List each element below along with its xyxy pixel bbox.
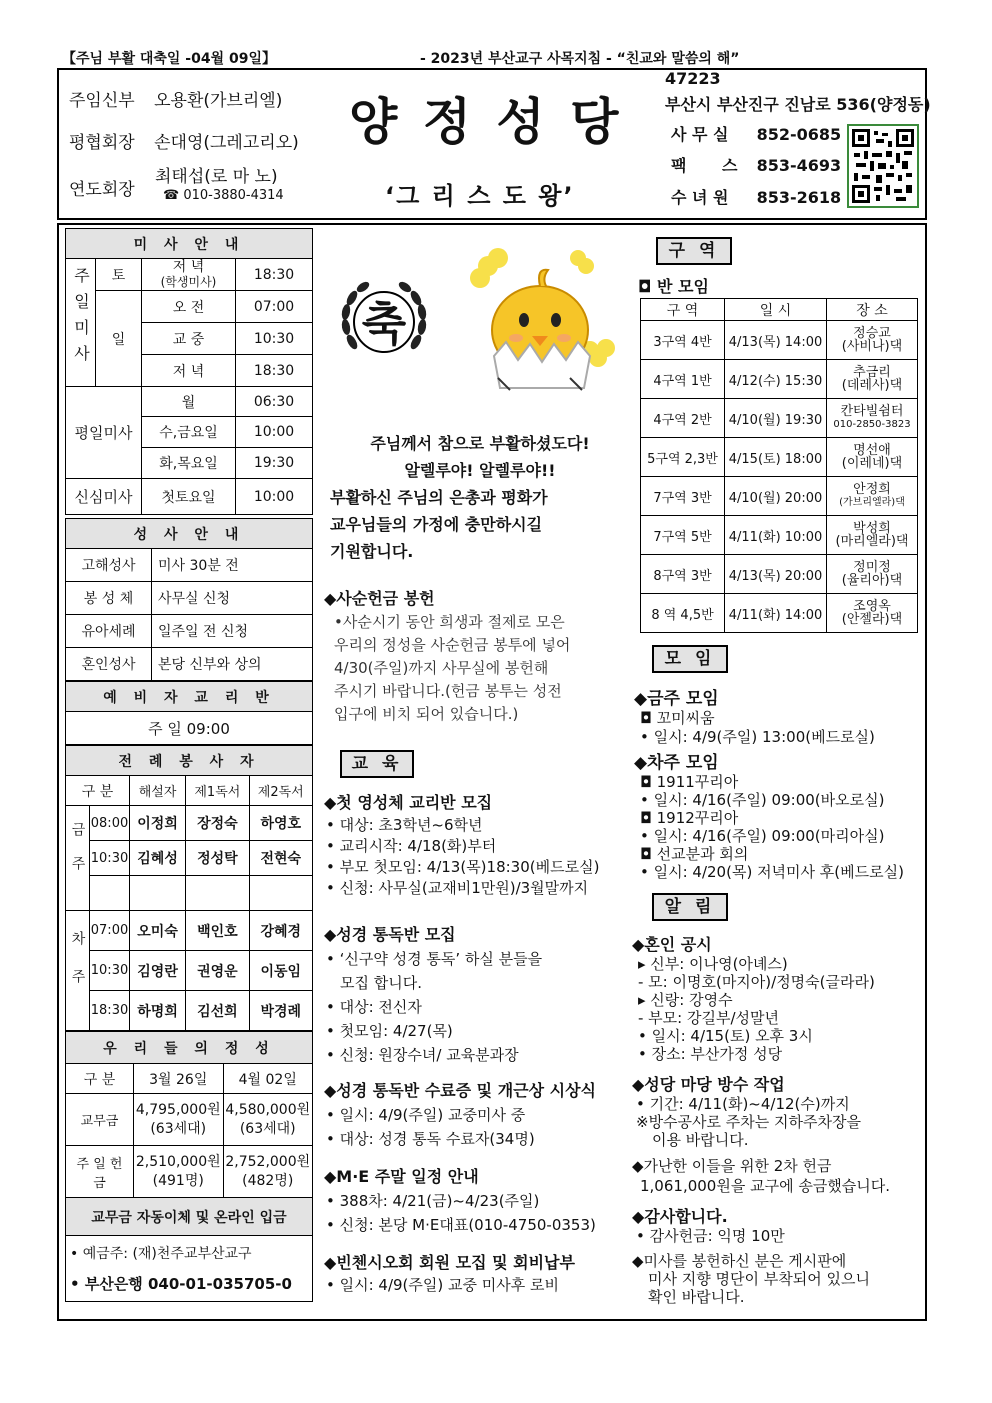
sacrament-key: 고해성사 [66, 549, 152, 582]
sacrament-key: 봉 성 체 [66, 582, 152, 615]
offering-count: (63세대) [239, 1120, 296, 1137]
commentator: 오미숙 [130, 911, 186, 951]
liturgy-time: 08:00 [90, 806, 130, 841]
district-group: 5구역 2,3반 [641, 438, 725, 477]
district-time: 4/13(목) 14:00 [725, 321, 827, 360]
district-subtitle: ◘ 반 모임 [638, 277, 709, 296]
sacrament-value: 미사 30분 전 [152, 549, 313, 582]
mass-intention-line: ◆미사를 봉헌하신 분은 게시판에 [632, 1252, 847, 1270]
sun-label: 일 [96, 291, 142, 387]
offering-count: (491명) [152, 1172, 204, 1189]
district-host-note: (율리아)댁 [841, 573, 903, 588]
second-collection-line: 1,061,000원을 교구에 송금했습니다. [640, 1177, 891, 1195]
edu-section-title: ◆성경 통독반 수료증 및 개근상 시상식 [324, 1081, 596, 1100]
liturgy-header: 해설자 [130, 776, 186, 806]
edu-line: • 첫모임: 4/27(목) [326, 1022, 453, 1040]
district-row [641, 555, 918, 594]
offering-count: (482명) [242, 1172, 294, 1189]
right-column [632, 232, 922, 1312]
notice-tag: 알 림 [652, 893, 728, 921]
diocese-motto: - 2023년 부산교구 사목지침 - “친교와 말씀의 해” [420, 51, 740, 67]
district-time: 4/10(월) 20:00 [725, 477, 827, 516]
district-group: 8 역 4,5반 [641, 594, 725, 633]
edu-line: • ‘신구약 성경 통독’ 하실 분들을 [326, 950, 543, 968]
fax-phone: 853-4693 [756, 156, 842, 175]
liturgy-time: 10:30 [90, 841, 130, 876]
meeting-line: • 일시: 4/16(주일) 09:00(마리아실) [640, 827, 885, 845]
offering-amount: 2,510,000원 [135, 1153, 221, 1170]
sun-row-label: 교 중 [142, 323, 236, 355]
mass-title: 미 사 안 내 [66, 229, 313, 259]
pastor-name: 오용환(가브리엘) [154, 91, 283, 111]
sat-time: 18:30 [236, 259, 313, 291]
liturgy-time: 10:30 [90, 951, 130, 991]
liturgy-time: 07:00 [90, 911, 130, 951]
commentator: 김혜성 [130, 841, 186, 876]
auto-transfer-title: 교무금 자동이체 및 온라인 입금 [66, 1198, 313, 1236]
meeting-line: • 일시: 4/9(주일) 13:00(베드로실) [640, 728, 875, 746]
district-row [641, 516, 918, 555]
commentator: 김영란 [130, 951, 186, 991]
bank-account: • 부산은행 040-01-035705-0 [70, 1274, 292, 1293]
district-row [641, 321, 918, 360]
congrats-badge [336, 272, 432, 368]
catechumen-time: 주 일 09:00 [66, 712, 313, 745]
devotion-mass-label: 신심미사 [66, 479, 142, 515]
mass-intention-line: 확인 바랍니다. [648, 1288, 745, 1306]
commentator [130, 876, 186, 911]
liturgy-header: 제2독서 [249, 776, 312, 806]
council-label: 평협회장 [69, 133, 135, 153]
sun-row-label: 오 전 [142, 291, 236, 323]
next-week-label: 차주 [66, 911, 90, 1031]
sunday-mass-label: 주일미사 [66, 259, 96, 387]
weekday-mass-label: 평일미사 [66, 387, 142, 479]
qr-code[interactable] [847, 124, 919, 208]
district-row [641, 594, 918, 633]
offering-table [65, 1031, 313, 1302]
catechumen-table [65, 681, 313, 745]
sacrament-value: 본당 신부와 상의 [152, 648, 313, 681]
convent-phone: 853-2618 [756, 188, 842, 207]
sacrament-value: 사무실 신청 [152, 582, 313, 615]
yard-work-line: • 기간: 4/11(화)~4/12(수)까지 [636, 1095, 850, 1113]
offering-amount: 2,752,000원 [225, 1153, 311, 1170]
district-group: 4구역 2반 [641, 399, 725, 438]
first-reader: 백인호 [186, 911, 249, 951]
district-host-note: (안젤라)댁 [841, 612, 903, 627]
offering-amount: 4,795,000원 [135, 1101, 221, 1118]
sat-eve: 저 녁 [172, 258, 205, 275]
greeting-line: 알렐루야! 알렐루야!! [404, 461, 556, 480]
wedding-line: ▸ 신랑: 강영수 [638, 991, 733, 1009]
offering-amount: 4,580,000원 [225, 1101, 311, 1118]
council-name: 손대영(그레고리오) [154, 133, 299, 153]
meeting-line: ◘ 꼬미씨움 [640, 709, 715, 727]
lent-line: 4/30(주일)까지 사무실에 봉헌해 [334, 659, 549, 677]
district-host: 조영옥 [853, 599, 891, 614]
parish-title: 양 정 성 당 [349, 93, 623, 151]
education-tag: 교 육 [340, 750, 414, 778]
liturgy-header: 구 분 [66, 776, 130, 806]
second-collection-line: ◆가난한 이들을 위한 2차 헌금 [632, 1157, 832, 1175]
devotion-mass-time: 10:00 [236, 479, 313, 515]
fax-label: 팩 스 [671, 156, 738, 175]
district-group: 8구역 3반 [641, 555, 725, 594]
weekday-row-time: 10:00 [236, 417, 313, 448]
wedding-line: ▸ 신부: 이나영(아녜스) [638, 955, 788, 973]
meeting-line: ◘ 1911꾸리아 [640, 773, 739, 791]
district-host-note: (데레사)댁 [841, 378, 903, 393]
edu-line: • 교리시작: 4/18(화)부터 [326, 837, 497, 855]
office-phone: 852-0685 [756, 125, 842, 144]
offering-count: (63세대) [150, 1120, 207, 1137]
this-week-meeting-title: ◆금주 모임 [634, 689, 719, 709]
edu-line: • 대상: 성경 통독 수료자(34명) [326, 1130, 535, 1148]
yard-work-line: ※방수공사로 주차는 지하주차장을 [636, 1113, 861, 1131]
edu-line: • 일시: 4/9(주일) 교중미사 중 [326, 1106, 526, 1124]
youth-name: 최태섭(로 마 노) [155, 167, 278, 187]
second-reader: 이동임 [249, 951, 312, 991]
wedding-line: - 부모: 강길부/성말년 [638, 1009, 779, 1027]
liturgy-table [65, 745, 313, 1031]
edu-line: • 대상: 전신자 [326, 998, 422, 1016]
weekday-row-time: 06:30 [236, 387, 313, 417]
commentator: 이정희 [130, 806, 186, 841]
first-reader: 권영운 [186, 951, 249, 991]
issue-date: 【주님 부활 대축일 -04월 09일】 [62, 51, 276, 67]
greeting-line: 부활하신 주님의 은총과 평화가 [330, 488, 548, 507]
edu-section-title: ◆첫 영성체 교리반 모집 [324, 793, 493, 812]
greeting-line: 교우님들의 가정에 충만하시길 [330, 515, 543, 534]
wedding-line: • 장소: 부산가정 성당 [638, 1045, 783, 1063]
district-host: 정미정 [853, 560, 891, 575]
sacrament-key: 유아세례 [66, 615, 152, 648]
liturgy-title: 전 례 봉 사 자 [66, 746, 313, 776]
district-host: 추금리 [853, 365, 891, 380]
district-host: 박성희 [853, 521, 891, 536]
district-time: 4/12(수) 15:30 [725, 360, 827, 399]
lent-line: 우리의 정성을 사순헌금 봉투에 넣어 [334, 636, 571, 654]
convent-label: 수 녀 원 [671, 188, 729, 207]
second-reader: 전현숙 [249, 841, 312, 876]
district-host-note: 010-2850-3823 [833, 419, 911, 430]
sacrament-value: 일주일 전 신청 [152, 615, 313, 648]
edu-line: • 신청: 사무실(교재비1만원)/3월말까지 [326, 879, 589, 897]
district-header: 장 소 [827, 299, 918, 321]
header [57, 68, 931, 220]
address: 부산시 부산진구 진남로 536(양정동) [665, 95, 931, 114]
chick-icon [458, 238, 618, 398]
edu-line: • 부모 첫모임: 4/13(목)18:30(베드로실) [326, 858, 600, 876]
wedding-title: ◆혼인 공시 [632, 935, 712, 954]
lent-line: 주시기 바랍니다.(헌금 봉투는 성전 [334, 682, 562, 700]
district-host: 정승교 [853, 326, 891, 341]
lent-line: 입구에 비치 되어 있습니다.) [334, 705, 519, 723]
district-tag: 구 역 [656, 237, 732, 265]
yard-work-line: 이용 바랍니다. [652, 1131, 749, 1149]
district-group: 7구역 3반 [641, 477, 725, 516]
sacrament-key: 혼인성사 [66, 648, 152, 681]
weekday-row-label: 수,금요일 [142, 417, 236, 448]
district-host: 칸타빌쉼터 [840, 404, 904, 419]
commentator: 하명희 [130, 991, 186, 1031]
offering-header: 구 분 [66, 1064, 134, 1094]
parish-subtitle: ‘그 리 스 도 왕’ [385, 182, 575, 210]
easter-chick-illustration [458, 238, 618, 398]
offering-key: 주 일 헌 금 [66, 1146, 134, 1198]
second-reader: 박경례 [249, 991, 312, 1031]
edu-line: • 대상: 초3학년~6학년 [326, 816, 483, 834]
district-group: 3구역 4반 [641, 321, 725, 360]
middle-column [320, 232, 628, 1312]
first-reader [186, 876, 249, 911]
liturgy-time: 18:30 [90, 991, 130, 1031]
office-label: 사 무 실 [671, 125, 729, 144]
district-time: 4/15(토) 18:00 [725, 438, 827, 477]
edu-section-title: ◆빈첸시오회 회원 모집 및 회비납부 [324, 1253, 575, 1272]
district-header: 일 시 [725, 299, 827, 321]
edu-line: • 388차: 4/21(금)~4/23(주일) [326, 1192, 540, 1210]
offering-header: 4월 02일 [223, 1064, 313, 1094]
district-time: 4/11(화) 10:00 [725, 516, 827, 555]
sacrament-title: 성 사 안 내 [66, 519, 313, 549]
sacrament-table [65, 518, 313, 681]
greeting-line: 기원합니다. [330, 542, 414, 561]
edu-section-title: ◆성경 통독반 모집 [324, 925, 456, 944]
second-reader: 하영호 [249, 806, 312, 841]
district-row [641, 399, 918, 438]
first-reader: 장정숙 [186, 806, 249, 841]
thanks-line: • 감사헌금: 익명 10만 [636, 1227, 785, 1245]
first-reader: 김선희 [186, 991, 249, 1031]
second-reader: 강혜경 [249, 911, 312, 951]
youth-phone: ☎ 010-3880-4314 [163, 188, 284, 203]
edu-line: 모집 합니다. [340, 974, 422, 992]
postcode: 47223 [665, 69, 721, 88]
meeting-line: • 일시: 4/16(주일) 09:00(바오로실) [640, 791, 885, 809]
district-time: 4/11(화) 14:00 [725, 594, 827, 633]
offering-title: 우 리 들 의 정 성 [66, 1032, 313, 1064]
edu-section-title: ◆M·E 주말 일정 안내 [324, 1167, 479, 1186]
district-header: 구 역 [641, 299, 725, 321]
mass-schedule-table [65, 228, 313, 515]
district-host-note: (사비나)댁 [841, 339, 903, 354]
yard-work-title: ◆성당 마당 방수 작업 [632, 1075, 785, 1094]
offering-header: 3월 26일 [134, 1064, 224, 1094]
meeting-line: • 일시: 4/20(목) 저녁미사 후(베드로실) [640, 863, 904, 881]
district-host-note: (가브리엘라)댁 [839, 497, 905, 508]
district-table [640, 298, 918, 633]
this-week-label: 금주 [66, 806, 90, 911]
liturgy-header: 제1독서 [186, 776, 249, 806]
liturgy-time [90, 876, 130, 911]
sat-eve-note: (학생미사) [160, 274, 217, 289]
edu-line: • 일시: 4/9(주일) 교중 미사후 로비 [326, 1276, 559, 1294]
lent-title: ◆사순헌금 봉헌 [324, 589, 435, 608]
district-host: 안정희 [853, 482, 891, 497]
sun-row-label: 저 녁 [142, 355, 236, 387]
weekday-row-time: 19:30 [236, 448, 313, 479]
second-reader [249, 876, 312, 911]
sun-row-time: 10:30 [236, 323, 313, 355]
district-group: 7구역 5반 [641, 516, 725, 555]
district-host-note: (이레네)댁 [841, 456, 903, 471]
district-host: 명선애 [853, 443, 891, 458]
greeting-line: 주님께서 참으로 부활하셨도다! [370, 434, 590, 453]
meeting-tag: 모 임 [652, 645, 728, 673]
qr-code-icon [852, 129, 914, 203]
next-week-meeting-title: ◆차주 모임 [634, 753, 719, 773]
sun-row-time: 18:30 [236, 355, 313, 387]
district-host-note: (마리엘라)댁 [835, 534, 909, 549]
district-row [641, 477, 918, 516]
wedding-line: - 모: 이명호(마지아)/정명숙(글라라) [638, 973, 875, 991]
edu-line: • 신청: 원장수녀/ 교육분과장 [326, 1046, 519, 1064]
district-time: 4/10(월) 19:30 [725, 399, 827, 438]
first-reader: 정성탁 [186, 841, 249, 876]
sat-label: 토 [96, 259, 142, 291]
district-row [641, 360, 918, 399]
pastor-label: 주임신부 [69, 91, 135, 111]
meeting-line: ◘ 1912꾸리아 [640, 809, 739, 827]
offering-key: 교무금 [66, 1094, 134, 1146]
district-time: 4/13(목) 20:00 [725, 555, 827, 594]
lent-line: •사순시기 동안 희생과 절제로 모은 [334, 613, 565, 631]
mass-intention-line: 미사 지향 명단이 부착되어 있으니 [648, 1270, 870, 1288]
district-row [641, 438, 918, 477]
youth-label: 연도회장 [69, 180, 135, 200]
thanks-title: ◆감사합니다. [632, 1207, 728, 1226]
wedding-line: • 일시: 4/15(토) 오후 3시 [638, 1027, 813, 1045]
edu-line: • 신청: 본당 M·E대표(010-4750-0353) [326, 1216, 596, 1234]
weekday-row-label: 월 [142, 387, 236, 417]
sun-row-time: 07:00 [236, 291, 313, 323]
congrats-char: 축 [361, 297, 407, 351]
weekday-row-label: 화,목요일 [142, 448, 236, 479]
account-holder: • 예금주: (재)천주교부산교구 [70, 1245, 252, 1262]
meeting-line: ◘ 선교분과 회의 [640, 845, 749, 863]
district-group: 4구역 1반 [641, 360, 725, 399]
left-column [65, 228, 315, 1302]
catechumen-title: 예 비 자 교 리 반 [66, 682, 313, 712]
devotion-mass-day: 첫토요일 [142, 479, 236, 515]
